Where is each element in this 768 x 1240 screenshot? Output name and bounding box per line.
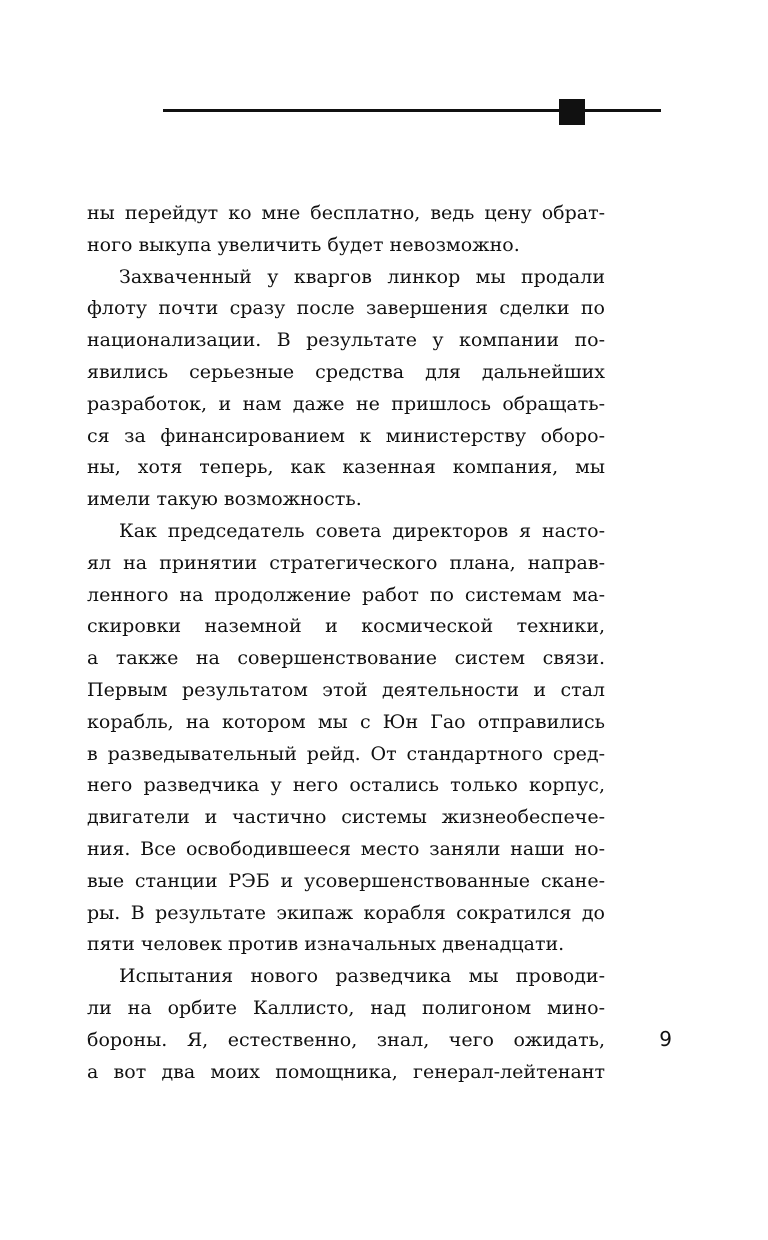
text-line: имели такую возможность. — [87, 488, 362, 511]
text-line: ния. Все освободившееся место заняли наши но- — [87, 837, 605, 860]
text-line: ны, хотя теперь, как казенная компания, мы — [87, 456, 605, 479]
text-line: Испытания нового разведчика мы проводи- — [119, 965, 605, 988]
text-line: Как председатель совета директоров я насто- — [119, 519, 605, 542]
text-line: корабль, на котором мы с Юн Гао отправились — [87, 710, 605, 733]
text-line: а вот два моих помощника, генерал-лейтенант — [87, 1060, 605, 1083]
text-line: него разведчика у него остались только корпус, — [87, 774, 605, 797]
text-line: ного выкупа увеличить будет невозможно. — [87, 233, 520, 256]
header-rule — [163, 109, 661, 112]
page-number: 9 — [659, 1027, 672, 1051]
text-line: Первым результатом этой деятельности и стал — [87, 678, 605, 701]
text-line: а также на совершенствование систем связи. — [87, 647, 605, 670]
text-line: ли на орбите Каллисто, над полигоном мино- — [87, 996, 605, 1019]
text-line: национализации. В результате у компании по- — [87, 329, 605, 352]
text-line: бороны. Я, естественно, знал, чего ожидать, — [87, 1028, 605, 1051]
text-line: ны перейдут ко мне бесплатно, ведь цену обрат- — [87, 202, 605, 224]
text-line: вые станции РЭБ и усовершенствованные скане- — [87, 869, 605, 892]
text-line: явились серьезные средства для дальнейших — [87, 360, 605, 383]
body-text — [87, 198, 605, 1088]
header-square-ornament — [559, 99, 585, 125]
text-line: ял на принятии стратегического плана, направ- — [87, 551, 605, 574]
text-line: пяти человек против изначальных двенадцати. — [87, 933, 565, 956]
text-line: ленного на продолжение работ по системам ма- — [87, 583, 605, 606]
text-line: Захваченный у кваргов линкор мы продали — [119, 265, 605, 288]
text-line: в разведывательный рейд. От стандартного сред- — [87, 742, 605, 765]
text-line: ры. В результате экипаж корабля сократился до — [87, 901, 605, 924]
text-line: флоту почти сразу после завершения сделки по — [87, 297, 605, 320]
text-line: разработок, и нам даже не пришлось обращать- — [87, 392, 605, 415]
text-line: ся за финансированием к министерству оборо- — [87, 424, 605, 447]
text-line: скировки наземной и космической техники, — [87, 615, 605, 638]
text-line: двигатели и частично системы жизнеобеспече- — [87, 806, 605, 829]
